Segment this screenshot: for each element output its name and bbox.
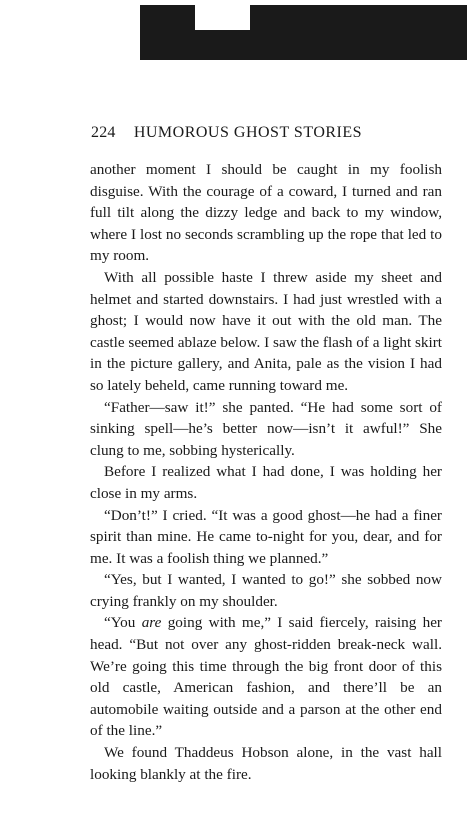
paragraph: “Yes, but I wanted, I wanted to go!” she sobbed now crying frankly on my shoulder.	[90, 571, 442, 610]
black-redaction-mark	[140, 5, 467, 60]
paragraph: Before I realized what I had done, I was holding her close in my arms.	[90, 463, 442, 502]
redaction-notch	[195, 5, 250, 30]
paragraph-lead: “You	[104, 614, 142, 632]
page-number: 224	[91, 124, 116, 141]
paragraph: “Don’t!” I cried. “It was a good ghost—he had a finer spirit than mine. He came to-night for you, dear, and for me. It was a foolish thing we planned.”	[90, 506, 442, 567]
paragraph: “Father—saw it!” she panted. “He had some sort of sinking spell—he’s better now—isn’t it awful!” She clung to me, sobbing hysterically.	[90, 398, 442, 459]
paragraph: another moment I should be caught in my foolish disguise. With the courage of a coward, I turned and ran full tilt along the dizzy ledge and back to my window, where I lost no seconds scrambling up the rope that led to my room.	[90, 161, 442, 265]
body-text	[90, 159, 442, 785]
paragraph: We found Thaddeus Hobson alone, in the vast hall looking blankly at the fire.	[90, 744, 442, 783]
paragraph-rest: going with me,” I said fiercely, raising her head. “But not over any ghost-ridden break-neck wall. We’re going this time through the big front door of this old castle, American fashion, and there’ll be an automobile waiting outside and a parson at the other end of the line.”	[90, 614, 442, 740]
paragraph	[90, 612, 442, 742]
emphasized-word: are	[141, 614, 162, 632]
running-title: HUMOROUS GHOST STORIES	[133, 124, 363, 141]
paragraph: With all possible haste I threw aside my sheet and helmet and started downstairs. I had just wrestled with a ghost; I would now have it out with the old man. The castle seemed ablaze below. I saw the flash of a light skirt in the picture gallery, and Anita, pale as the vision I had so lately beheld, came running toward me.	[90, 268, 442, 394]
page-header	[91, 124, 391, 142]
